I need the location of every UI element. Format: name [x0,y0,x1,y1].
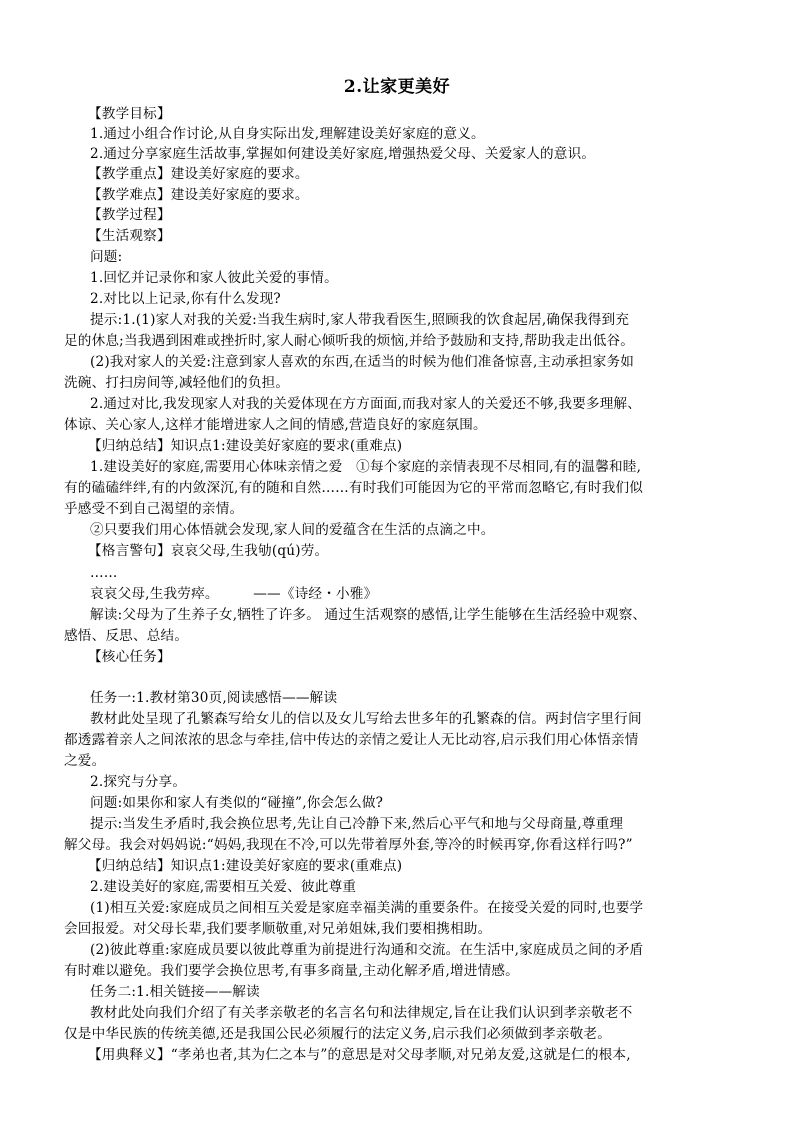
text-line: 足的休息;当我遇到困难或挫折时,家人耐心倾听我的烦恼,并给予鼓励和支持,帮助我走出低谷。 [64,333,635,349]
text-line: 哀哀父母,生我劳瘁。 ——《诗经・小雅》 [90,586,378,602]
text-line: 解读:父母为了生养子女,牺牲了许多。 通过生活观察的感悟,让学生能够在生活经验中观察、 [90,607,647,623]
text-line: 【生活观察】 [88,228,171,244]
text-line: 1.通过小组合作讨论,从自身实际出发,理解建设美好家庭的意义。 [90,126,485,142]
text-line: 【教学目标】 [88,106,171,122]
document-title: 2.让家更美好 [343,77,451,97]
text-line: 2.建设美好的家庭,需要相互关爱、彼此尊重 [90,879,357,895]
text-line: 问题: [90,249,123,265]
text-line: 【教学难点】建设美好家庭的要求。 [88,187,309,203]
text-line: 教材此处向我们介绍了有关孝亲敬老的名言名句和法律规定,旨在让我们认识到孝亲敬老不 [90,1005,633,1021]
text-line: 有时难以避免。我们要学会换位思考,有事多商量,主动化解矛盾,增进情感。 [64,963,519,979]
text-line: (2)彼此尊重:家庭成员要以彼此尊重为前提进行沟通和交流。在生活中,家庭成员之间的矛盾 [90,942,644,958]
text-line: 【归纳总结】知识点1:建设美好家庭的要求(重难点) [88,858,403,874]
text-line: 【核心任务】 [88,649,171,665]
text-line: 提示:当发生矛盾时,我会换位思考,先让自己冷静下来,然后心平气和地与父母商量,尊重理 [90,816,624,832]
text-line: 体谅、关心家人,这样才能增进家人之间的情感,营造良好的家庭氛围。 [64,417,487,433]
text-line: 2.通过对比,我发现家人对我的关爱体现在方方面面,而我对家人的关爱还不够,我要多理解、 [90,396,642,412]
text-line: 教材此处呈现了孔繁森写给女儿的信以及女儿写给去世多年的孔繁森的信。两封信字里行间 [90,711,642,727]
text-line: 【用典释义】“孝弟也者,其为仁之本与”的意思是对父母孝顺,对兄弟友爱,这就是仁的根本, [88,1047,631,1063]
text-line: 1.回忆并记录你和家人彼此关爱的事情。 [90,270,338,286]
text-line: 2.探究与分享。 [90,774,187,790]
text-line: 会回报爱。对父母长辈,我们要孝顺敬重,对兄弟姐妹,我们要相携相助。 [64,921,492,937]
text-line: (2)我对家人的关爱:注意到家人喜欢的东西,在适当的时候为他们准备惊喜,主动承担家务如 [90,354,635,370]
text-line: 【格言警句】哀哀父母,生我劬(qú)劳。 [88,543,329,559]
text-line: 都透露着亲人之间浓浓的思念与牵挂,信中传达的亲情之爱让人无比动容,启示我们用心体悟亲情 [64,732,639,748]
text-line: 问题:如果你和家人有类似的“碰撞”,你会怎么做? [90,795,384,811]
text-line: 解父母。我会对妈妈说:“妈妈,我现在不冷,可以先带着厚外套,等冷的时候再穿,你看这样行吗?” [64,837,633,853]
text-line: 【教学重点】建设美好家庭的要求。 [88,166,309,182]
text-line: 【教学过程】 [88,207,171,223]
text-line: 感悟、反思、总结。 [64,628,189,644]
text-line: ②只要我们用心体悟就会发现,家人间的爱蕴含在生活的点滴之中。 [90,522,495,538]
text-line: 提示:1.(1)家人对我的关爱:当我生病时,家人带我看医生,照顾我的饮食起居,确保我得到充 [90,312,630,328]
text-line: 任务二:1.相关链接——解读 [90,984,260,1000]
text-line: (1)相互关爱:家庭成员之间相互关爱是家庭幸福美满的重要条件。在接受关爱的同时,也要学 [90,900,644,916]
text-line: 乎感受不到自己渴望的亲情。 [64,501,244,517]
text-line: 仅是中华民族的传统美德,还是我国公民必须履行的法定义务,启示我们必须做到孝亲敬老。 [64,1026,611,1042]
text-line: …… [90,565,118,581]
text-line: 1.建设美好的家庭,需要用心体味亲情之爱 ①每个家庭的亲情表现不尽相同,有的温馨和睦, [90,459,642,475]
text-line: 洗碗、打扫房间等,减轻他们的负担。 [64,375,290,391]
text-line: 任务一:1.教材第30页,阅读感悟——解读 [90,690,338,706]
text-line: 之爱。 [64,753,106,769]
text-line: 2.对比以上记录,你有什么发现? [90,291,281,307]
text-line: 有的磕磕绊绊,有的内敛深沉,有的随和自然……有时我们可能因为它的平常而忽略它,有时我们似 [64,480,644,496]
text-line: 【归纳总结】知识点1:建设美好家庭的要求(重难点) [88,438,403,454]
text-line: 2.通过分享家庭生活故事,掌握如何建设美好家庭,增强热爱父母、关爱家人的意识。 [90,146,596,162]
